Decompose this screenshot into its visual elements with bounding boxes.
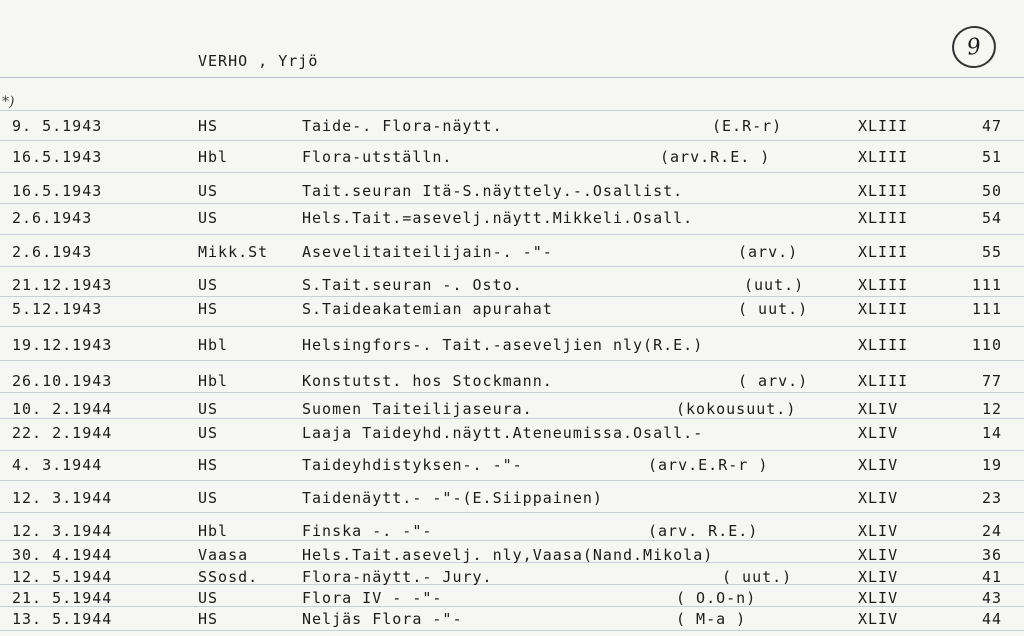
entry-date: 9. 5.1943 <box>12 117 103 135</box>
entry-volume: XLIV <box>858 610 899 628</box>
entry-note: ( arv.) <box>738 372 809 390</box>
entry-page: 54 <box>981 209 1002 227</box>
entry-note: (kokousuut.) <box>676 400 797 418</box>
entry-volume: XLIII <box>858 300 909 318</box>
entry-note: (E.R-r) <box>712 117 783 135</box>
entry-row <box>0 424 1024 448</box>
entry-page: 41 <box>981 568 1002 586</box>
entry-note: (arv. R.E.) <box>648 522 759 540</box>
entry-source: Hbl <box>198 336 229 354</box>
entry-row <box>0 276 1024 300</box>
entry-page: 110 <box>971 336 1002 354</box>
entry-page: 51 <box>981 148 1002 166</box>
entry-page: 19 <box>981 456 1002 474</box>
entry-row <box>0 300 1024 324</box>
entry-date: 26.10.1943 <box>12 372 113 390</box>
entry-note: (arv.E.R-r ) <box>648 456 769 474</box>
entry-page: 55 <box>981 243 1002 261</box>
entry-date: 21.12.1943 <box>12 276 113 294</box>
entry-volume: XLIII <box>858 276 909 294</box>
entry-page: 23 <box>981 489 1002 507</box>
entry-description: Taide-. Flora-näytt. <box>302 117 503 135</box>
entry-description: Suomen Taiteilijaseura. <box>302 400 533 418</box>
entry-description: Taidenäytt.- -"-(E.Siippainen) <box>302 489 603 507</box>
entry-volume: XLIV <box>858 489 899 507</box>
entry-row <box>0 522 1024 546</box>
entry-description: Flora-näytt.- Jury. <box>302 568 493 586</box>
entry-row <box>0 148 1024 172</box>
entry-page: 36 <box>981 546 1002 564</box>
entry-description: Asevelitaiteilijain-. -"- <box>302 243 553 261</box>
entry-description: Flora IV - -"- <box>302 589 443 607</box>
ruled-line <box>0 234 1024 235</box>
person-name: VERHO , Yrjö <box>198 52 319 70</box>
entry-volume: XLIII <box>858 243 909 261</box>
entry-source: US <box>198 276 219 294</box>
entry-date: 4. 3.1944 <box>12 456 103 474</box>
entry-row <box>0 243 1024 267</box>
entry-page: 77 <box>981 372 1002 390</box>
entry-source: Hbl <box>198 522 229 540</box>
entry-row <box>0 209 1024 233</box>
entry-source: HS <box>198 610 219 628</box>
entry-source: HS <box>198 456 219 474</box>
entry-volume: XLIV <box>858 522 899 540</box>
entry-row <box>0 372 1024 396</box>
entry-volume: XLIII <box>858 117 909 135</box>
entry-source: US <box>198 182 219 200</box>
entry-note: ( uut.) <box>738 300 809 318</box>
entry-source: Mikk.St <box>198 243 269 261</box>
entry-date: 13. 5.1944 <box>12 610 113 628</box>
entry-volume: XLIII <box>858 209 909 227</box>
header-divider <box>0 77 1024 78</box>
entry-page: 44 <box>981 610 1002 628</box>
entry-row <box>0 489 1024 513</box>
entry-volume: XLIII <box>858 372 909 390</box>
entry-date: 16.5.1943 <box>12 182 103 200</box>
entry-description: Hels.Tait.asevelj. nly,Vaasa(Nand.Mikola) <box>302 546 714 564</box>
entry-source: US <box>198 489 219 507</box>
entry-volume: XLIV <box>858 546 899 564</box>
entry-description: Flora-utställn. <box>302 148 453 166</box>
card-number-circle: 9 <box>949 23 998 71</box>
entry-volume: XLIV <box>858 424 899 442</box>
entry-date: 21. 5.1944 <box>12 589 113 607</box>
margin-annotation: *) <box>2 94 15 110</box>
entry-note: ( M-a ) <box>676 610 747 628</box>
entry-page: 111 <box>971 300 1002 318</box>
entry-page: 47 <box>981 117 1002 135</box>
entry-row <box>0 117 1024 141</box>
entry-description: S.Tait.seuran -. Osto. <box>302 276 523 294</box>
entry-description: Neljäs Flora -"- <box>302 610 463 628</box>
entry-description: Tait.seuran Itä-S.näyttely.-.Osallist. <box>302 182 684 200</box>
ruled-line <box>0 450 1024 451</box>
entry-row <box>0 400 1024 424</box>
entry-description: Hels.Tait.=asevelj.näytt.Mikkeli.Osall. <box>302 209 694 227</box>
entry-page: 24 <box>981 522 1002 540</box>
entry-note: (uut.) <box>744 276 805 294</box>
entry-description: Konstutst. hos Stockmann. <box>302 372 553 390</box>
entry-source: US <box>198 589 219 607</box>
entry-page: 43 <box>981 589 1002 607</box>
entry-date: 12. 3.1944 <box>12 489 113 507</box>
entry-volume: XLIV <box>858 456 899 474</box>
entry-source: US <box>198 209 219 227</box>
entry-note: ( uut.) <box>722 568 793 586</box>
entry-source: Hbl <box>198 148 229 166</box>
ruled-line <box>0 172 1024 173</box>
entry-row <box>0 610 1024 634</box>
entry-note: (arv.R.E. ) <box>660 148 771 166</box>
entry-page: 12 <box>981 400 1002 418</box>
ruled-line <box>0 326 1024 327</box>
entry-row <box>0 336 1024 360</box>
entry-page: 50 <box>981 182 1002 200</box>
entry-date: 16.5.1943 <box>12 148 103 166</box>
entry-date: 2.6.1943 <box>12 209 93 227</box>
entry-source: Hbl <box>198 372 229 390</box>
entry-page: 111 <box>971 276 1002 294</box>
entry-volume: XLIV <box>858 568 899 586</box>
entry-source: HS <box>198 300 219 318</box>
entry-source: Vaasa <box>198 546 249 564</box>
ruled-line <box>0 480 1024 481</box>
entry-volume: XLIII <box>858 148 909 166</box>
entry-volume: XLIII <box>858 336 909 354</box>
entry-description: Laaja Taideyhd.näytt.Ateneumissa.Osall.- <box>302 424 704 442</box>
entry-source: US <box>198 424 219 442</box>
entry-date: 5.12.1943 <box>12 300 103 318</box>
entry-date: 19.12.1943 <box>12 336 113 354</box>
entry-date: 10. 2.1944 <box>12 400 113 418</box>
entry-date: 12. 3.1944 <box>12 522 113 540</box>
entry-row <box>0 456 1024 480</box>
entry-page: 14 <box>981 424 1002 442</box>
entry-date: 2.6.1943 <box>12 243 93 261</box>
entry-volume: XLIV <box>858 400 899 418</box>
ruled-line <box>0 110 1024 111</box>
entry-date: 22. 2.1944 <box>12 424 113 442</box>
entry-date: 12. 5.1944 <box>12 568 113 586</box>
entry-description: Taideyhdistyksen-. -"- <box>302 456 523 474</box>
entry-description: Helsingfors-. Tait.-aseveljien nly(R.E.) <box>302 336 704 354</box>
entry-row <box>0 182 1024 206</box>
entry-description: S.Taideakatemian apurahat <box>302 300 553 318</box>
ruled-line <box>0 360 1024 361</box>
entry-note: (arv.) <box>738 243 799 261</box>
entry-source: HS <box>198 117 219 135</box>
entry-source: SSosd. <box>198 568 259 586</box>
entry-volume: XLIII <box>858 182 909 200</box>
entry-row <box>0 546 1024 570</box>
entry-description: Finska -. -"- <box>302 522 433 540</box>
entry-date: 30. 4.1944 <box>12 546 113 564</box>
entry-note: ( O.O-n) <box>676 589 757 607</box>
entry-volume: XLIV <box>858 589 899 607</box>
entry-source: US <box>198 400 219 418</box>
